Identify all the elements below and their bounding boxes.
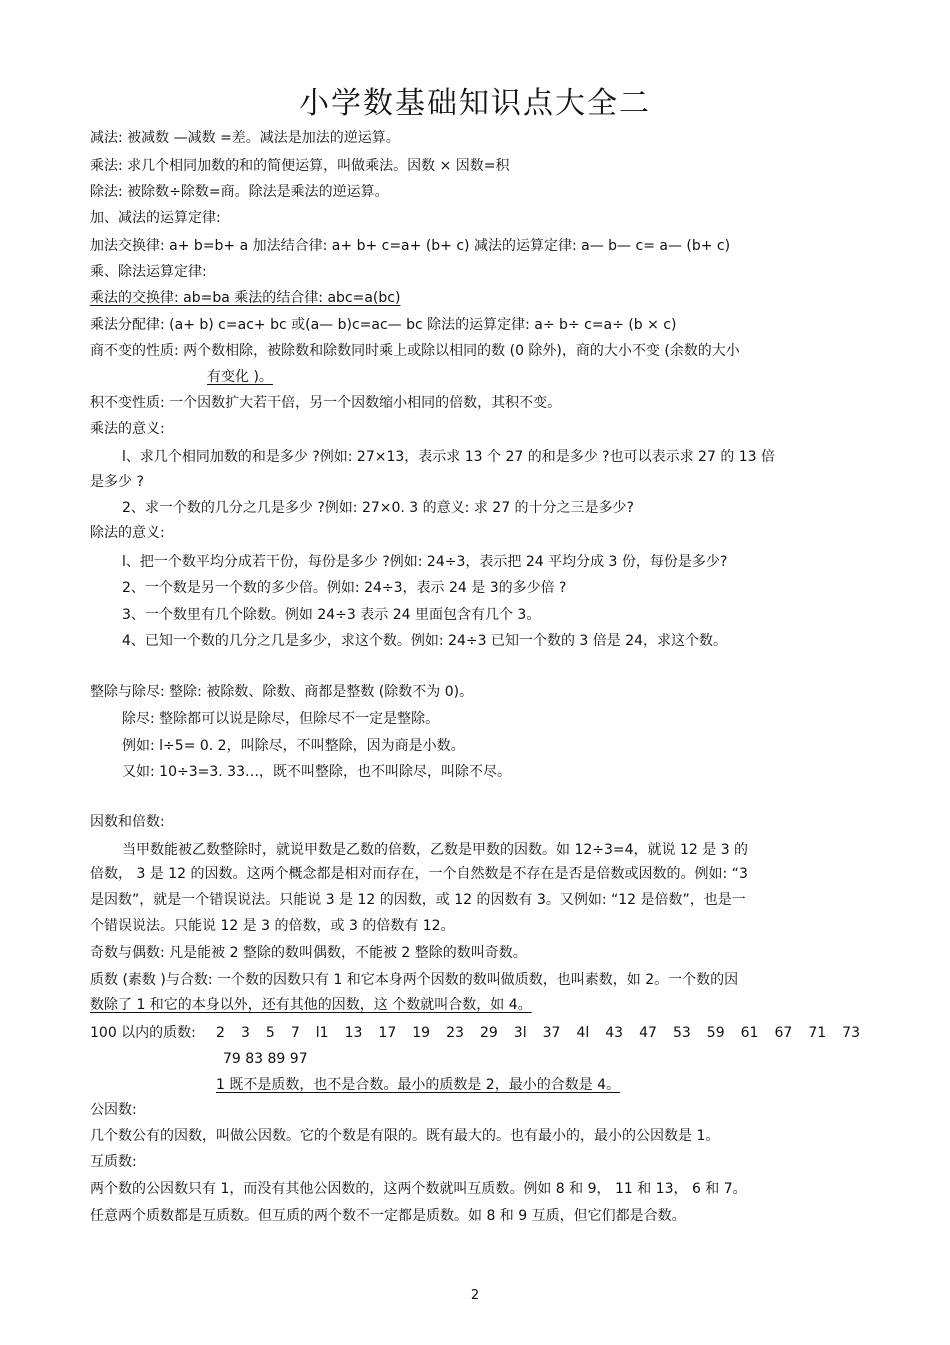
mul-meaning-2: 2、求一个数的几分之几是多少 ?例如: 27×0. 3 的意义: 求 27 的十分之三是多少? [122, 500, 634, 516]
example-1: 例如: l÷5= 0. 2，叫除尽，不叫整除，因为商是小数。 [122, 738, 465, 754]
coprime-line-1: 两个数的公因数只有 1，而没有其他公因数的，这两个数就叫互质数。例如 8 和 9， 11 和 13， 6 和 7。 [90, 1181, 747, 1197]
factors-para-4: 个错误说法。只能说 12 是 3 的倍数，或 3 的倍数有 12。 [90, 918, 455, 934]
primes-label: 100 以内的质数: [90, 1025, 196, 1041]
add-sub-laws-heading: 加、减法的运算定律: [90, 210, 221, 226]
mul-laws-line: 乘法的交换律: ab=ba 乘法的结合律: abc=a(bc) [90, 290, 401, 306]
coprime-line-2: 任意两个质数都是互质数。但互质的两个数不一定都是质数。如 8 和 9 互质，但它们都是合数。 [90, 1208, 686, 1224]
prime-number: 47 [639, 1025, 657, 1041]
prime-number: 59 [706, 1025, 725, 1041]
mul-meaning-heading: 乘法的意义: [90, 421, 165, 437]
prime-composite-cont: 数除了 1 和它的本身以外，还有其他的因数，这 个数就叫合数，如 4。 [90, 997, 532, 1013]
page-title: 小学数基础知识点大全二 [299, 86, 651, 121]
prime-number: 5 [265, 1025, 275, 1041]
prime-number: 13 [344, 1025, 363, 1041]
div-meaning-1: l、把一个数平均分成若干份，每份是多少 ?例如: 24÷3，表示把 24 平均分成 3 份，每份是多少? [122, 554, 728, 570]
page-number: 2 [470, 1288, 480, 1303]
factors-para-3: 是因数”，就是一个错误说法。只能说 3 是 12 的因数，或 12 的因数有 3。又例如: “12 是倍数”，也是一 [90, 892, 746, 908]
product-invariance-line: 积不变性质: 一个因数扩大若干倍，另一个因数缩小相同的倍数，其积不变。 [90, 395, 562, 411]
distributive-law-line: 乘法分配律: (a+ b) c=ac+ bc 或(a— b)c=ac— bc 除法的运算定律: a÷ b÷ c=a÷ (b × c) [90, 317, 677, 333]
coprime-heading: 互质数: [90, 1154, 137, 1170]
prime-number: 29 [479, 1025, 498, 1041]
prime-number: 53 [672, 1025, 691, 1041]
add-laws-line: 加法交换律: a+ b=b+ a 加法结合律: a+ b+ c=a+ (b+ c) 减法的运算定律: a— b— c= a— (b+ c) [90, 238, 731, 254]
div-meaning-4: 4、已知一个数的几分之几是多少，求这个数。例如: 24÷3 已知一个数的 3 倍是 24，求这个数。 [122, 633, 728, 649]
prime-number: 43 [605, 1025, 624, 1041]
common-factor-line: 几个数公有的因数，叫做公因数。它的个数是有限的。既有最大的。也有最小的，最小的公因数是 1。 [90, 1128, 720, 1144]
prime-number: 4l [576, 1025, 590, 1041]
divisible-note: 除尽: 整除都可以说是除尽，但除尽不一定是整除。 [122, 711, 440, 727]
mul-meaning-1-cont: 是多少 ? [90, 474, 144, 490]
primes-list-row1 [216, 1024, 860, 1042]
factors-para-2: 倍数， 3 是 12 的因数。这两个概念都是相对而存在，一个自然数是不存在是否是倍数或因数的。例如: “3 [90, 866, 748, 882]
prime-composite-line: 质数 (素数 )与合数: 一个数的因数只有 1 和它本身两个因数的数叫做质数，也叫素数，如 2。一个数的因 [90, 972, 739, 988]
quotient-invariance-cont: 有变化 )。 [207, 369, 273, 385]
div-meaning-heading: 除法的意义: [90, 525, 165, 541]
prime-number: 17 [378, 1025, 397, 1041]
prime-number: l1 [315, 1025, 329, 1041]
prime-number: 67 [774, 1025, 793, 1041]
prime-number: 3l [513, 1025, 527, 1041]
prime-number: 71 [808, 1025, 827, 1041]
div-meaning-2: 2、一个数是另一个数的多少倍。例如: 24÷3，表示 24 是 3的多少倍 ? [122, 580, 567, 596]
factors-para-1: 当甲数能被乙数整除时，就说甲数是乙数的倍数，乙数是甲数的因数。如 12÷3=4，就说 12 是 3 的 [122, 842, 749, 858]
one-note: 1 既不是质数，也不是合数。最小的质数是 2，最小的合数是 4。 [216, 1077, 621, 1093]
prime-number: 3 [240, 1025, 250, 1041]
prime-number: 7 [290, 1025, 300, 1041]
division-line: 除法: 被除数÷除数=商。除法是乘法的逆运算。 [90, 184, 389, 200]
prime-number: 73 [842, 1025, 860, 1041]
div-meaning-3: 3、一个数里有几个除数。例如 24÷3 表示 24 里面包含有几个 3。 [122, 607, 541, 623]
prime-number: 19 [412, 1025, 431, 1041]
odd-even-line: 奇数与偶数: 凡是能被 2 整除的数叫偶数，不能被 2 整除的数叫奇数。 [90, 945, 527, 961]
prime-number: 37 [542, 1025, 561, 1041]
example-2: 又如: 10÷3=3. 33…，既不叫整除，也不叫除尽，叫除不尽。 [122, 764, 511, 780]
multiplication-line: 乘法: 求几个相同加数的和的简便运算，叫做乘法。因数 × 因数=积 [90, 158, 510, 174]
prime-number: 2 [216, 1025, 225, 1041]
prime-number: 23 [446, 1025, 464, 1041]
common-factor-heading: 公因数: [90, 1102, 137, 1118]
exact-division-line: 整除与除尽: 整除: 被除数、除数、商都是整数 (除数不为 0)。 [90, 684, 474, 700]
primes-list-row2: 79 83 89 97 [223, 1051, 308, 1067]
mul-meaning-1: l、求几个相同加数的和是多少 ?例如: 27×13，表示求 13 个 27 的和是多少 ?也可以表示求 27 的 13 倍 [122, 449, 776, 465]
quotient-invariance-line: 商不变的性质: 两个数相除，被除数和除数同时乘上或除以相同的数 (0 除外)，商的大小不变 (余数的大小 [90, 343, 740, 359]
subtraction-line: 减法: 被减数 —减数 =差。减法是加法的逆运算。 [90, 130, 400, 146]
factors-multiples-heading: 因数和倍数: [90, 814, 165, 830]
mul-div-laws-heading: 乘、除法运算定律: [90, 264, 207, 280]
prime-number: 61 [740, 1025, 759, 1041]
